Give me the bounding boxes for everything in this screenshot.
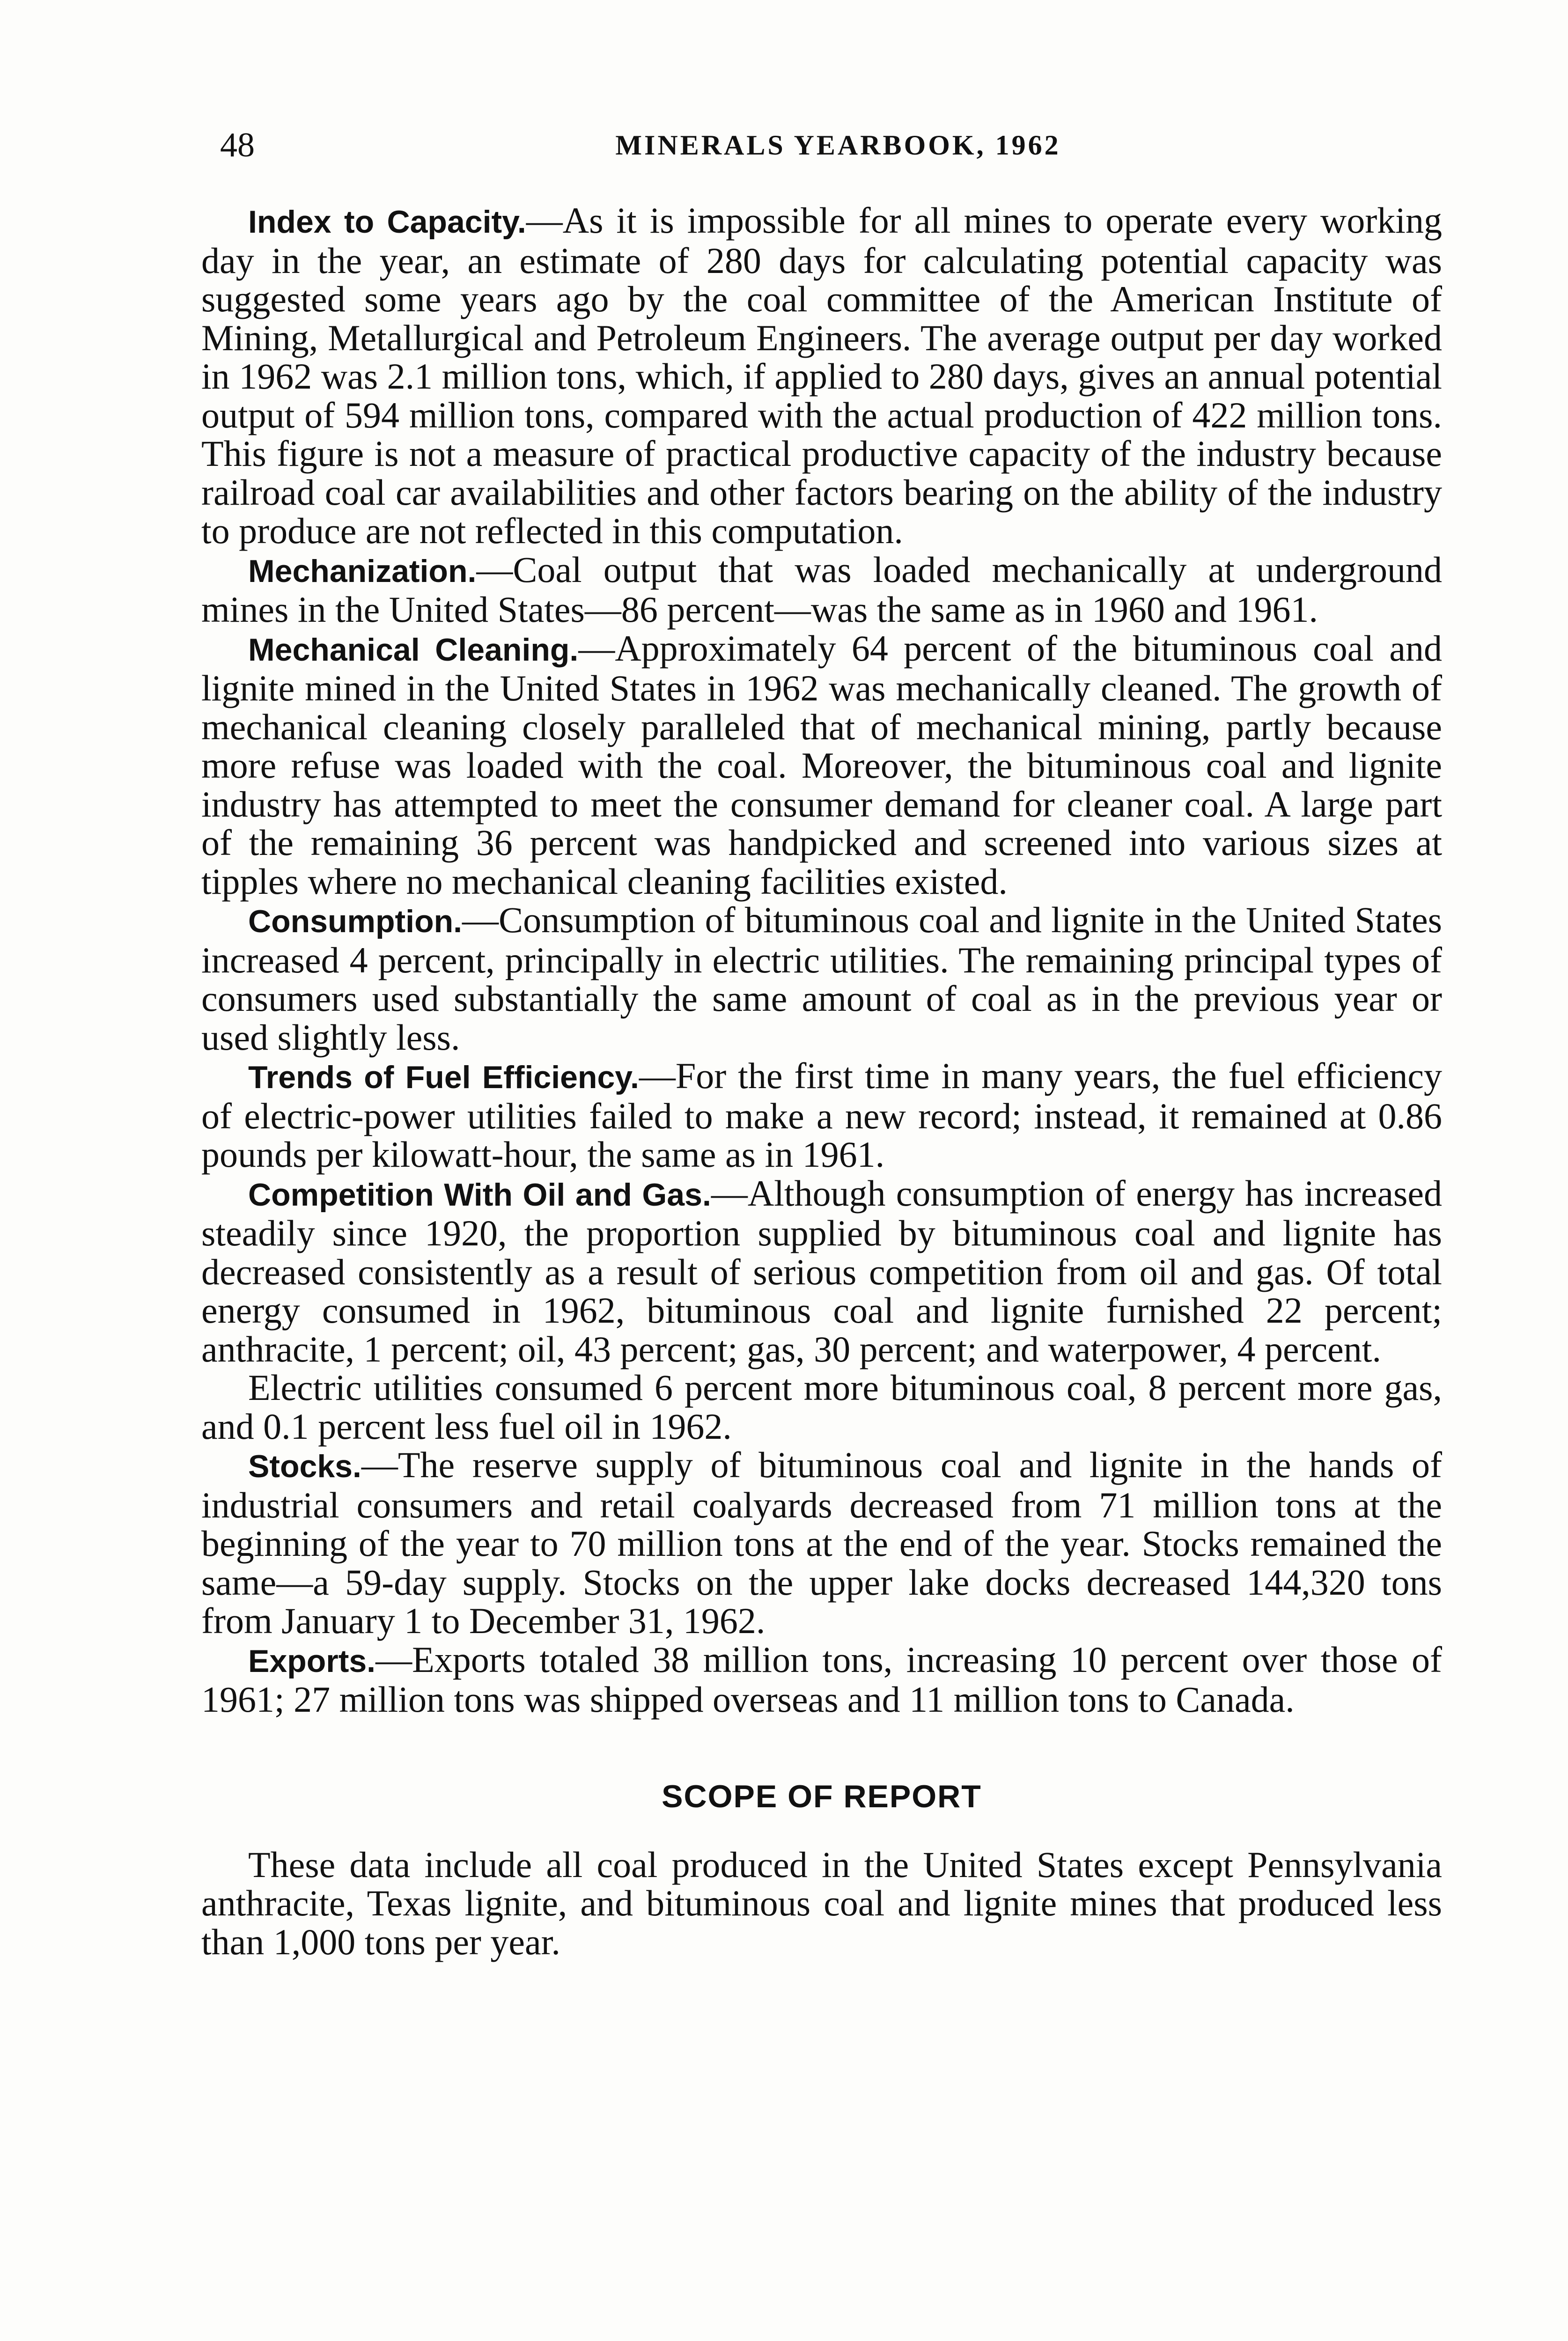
paragraph-mechanical-cleaning [201,629,1442,901]
run-in-heading: Mechanical Cleaning. [248,632,579,668]
running-title: MINERALS YEARBOOK, 1962 [615,130,1061,161]
paragraph-text: —Approximately 64 percent of the bituminous coal and lignite mined in the United States in 1962 was mechanically cleaned. The growth of mechanical cleaning closely paralleled that of mechanical mining, partly because more refuse was loaded with the coal. Moreover, the bituminous coal and lignite industry has attempted to meet the consumer demand for cleaner coal. A large part of the remaining 36 percent was handpicked and screened into various sizes at tipples where no mechanical cleaning facilities existed. [201,627,1442,902]
paragraph-text: —As it is impossible for all mines to operate every working day in the year, an estimate of 280 days for calculating potential capacity was suggested some years ago by the coal committee of the American Institute of Mining, Metallurgical and Petroleum Engineers. The average output per day worked in 1962 was 2.1 million tons, which, if applied to 280 days, gives an annual potential output of 594 million tons, compared with the actual production of 422 million tons. This figure is not a measure of practical productive capacity of the industry because railroad coal car availabilities and other factors bearing on the ability of the industry to produce are not reflected in this computation. [201,200,1442,551]
run-in-heading: Competition With Oil and Gas. [248,1177,711,1213]
run-in-heading: Stocks. [248,1449,361,1484]
paragraph-text: Electric utilities consumed 6 percent more bituminous coal, 8 percent more gas, and 0.1 percent less fuel oil in 1962. [201,1367,1442,1447]
paragraph-text: These data include all coal produced in the United States except Pennsylvania anthracite, Texas lignite, and bituminous coal and lignite mines that produced less than 1,000 tons per year. [201,1844,1442,1962]
run-in-heading: Consumption. [248,904,463,939]
paragraph-stocks [201,1446,1442,1641]
paragraph-text: —The reserve supply of bituminous coal and lignite in the hands of industrial consumers and retail coalyards decreased from 71 million tons at the beginning of the year to 70 million tons at the end of the year. Stocks remained the same—a 59-day supply. Stocks on the upper lake docks decreased 144,320 tons from January 1 to December 31, 1962. [201,1444,1442,1641]
body-text [201,201,1442,1961]
run-in-heading: Exports. [248,1643,376,1679]
paragraph-text: —Exports totaled 38 million tons, increasing 10 percent over those of 1961; 27 million tons was shipped overseas and 11 million tons to Canada. [201,1639,1442,1720]
run-in-heading: Mechanization. [248,553,477,589]
paragraph-scope [201,1846,1442,1962]
section-heading-scope: SCOPE OF REPORT [662,1778,982,1814]
paragraph-text: —Consumption of bituminous coal and lignite in the United States increased 4 percent, principally in electric utilities. The remaining principal types of consumers used substantially the same amount of coal as in the previous year or used slightly less. [201,899,1442,1058]
paragraph-competition [201,1174,1442,1369]
run-in-heading: Index to Capacity. [248,204,526,240]
paragraph-index-to-capacity [201,201,1442,551]
paragraph-text: —For the first time in many years, the fuel efficiency of electric-power utilities failed to make a new record; instead, it remained at 0.86 pounds per kilowatt-hour, the same as in 1961. [201,1055,1442,1175]
paragraph-text: —Coal output that was loaded mechanically at underground mines in the United States—86 percent—was the same as in 1960 and 1961. [201,549,1442,630]
run-in-heading: Trends of Fuel Efficiency. [248,1060,639,1095]
paragraph-text: —Although consumption of energy has increased steadily since 1920, the proportion supplied by bituminous coal and lignite has decreased consistently as a result of serious competition from oil and gas. Of total energy consumed in 1962, bituminous coal and lignite furnished 22 percent; anthracite, 1 percent; oil, 43 percent; gas, 30 percent; and waterpower, 4 percent. [201,1172,1442,1369]
paragraph-exports [201,1641,1442,1719]
paragraph-mechanization [201,551,1442,629]
paragraph-electric-utilities [201,1369,1442,1446]
paragraph-consumption [201,901,1442,1057]
paragraph-fuel-efficiency [201,1057,1442,1174]
page-number: 48 [220,126,255,164]
page-header [220,117,1456,173]
